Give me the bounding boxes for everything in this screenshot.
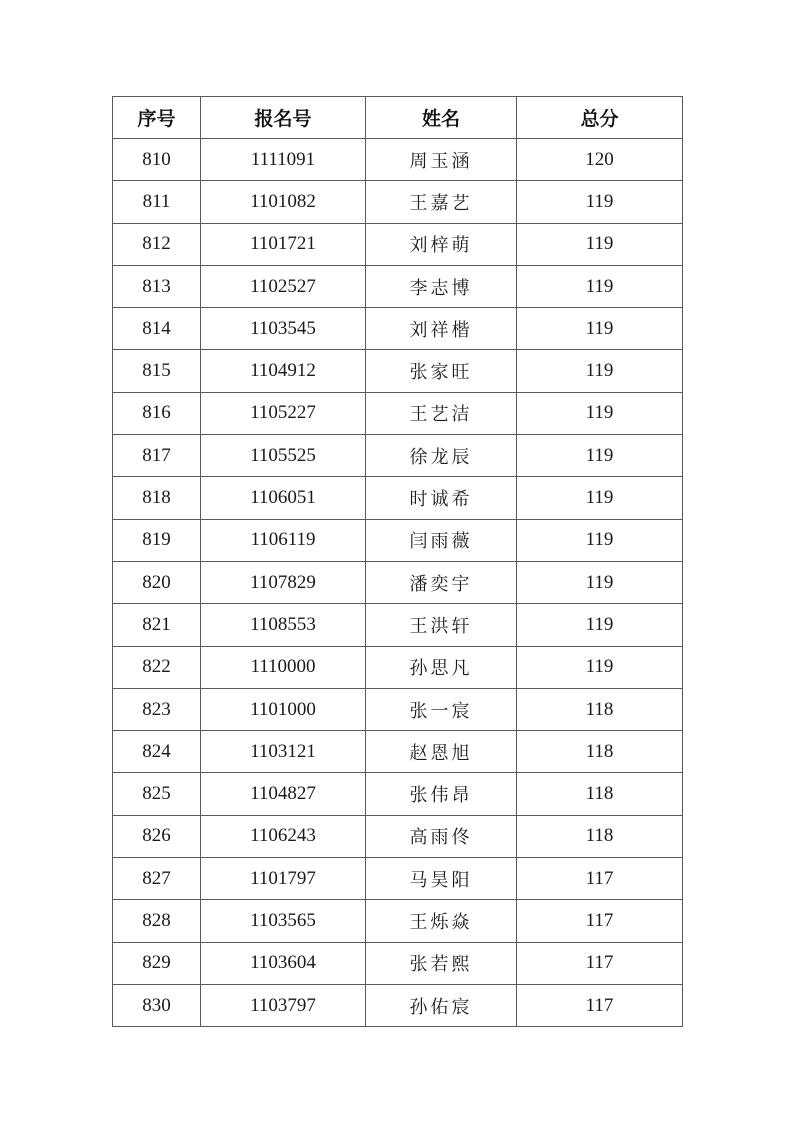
cell-seq: 817 xyxy=(113,435,201,477)
cell-total: 117 xyxy=(517,984,683,1026)
cell-reg-no: 1106243 xyxy=(201,815,366,857)
cell-name: 马昊阳 xyxy=(366,858,517,900)
cell-reg-no: 1106119 xyxy=(201,519,366,561)
cell-seq: 823 xyxy=(113,688,201,730)
cell-total: 119 xyxy=(517,265,683,307)
header-seq: 序号 xyxy=(113,97,201,139)
table-row xyxy=(113,604,683,646)
table-header-row xyxy=(113,97,683,139)
table-row xyxy=(113,858,683,900)
cell-reg-no: 1101721 xyxy=(201,223,366,265)
cell-reg-no: 1103545 xyxy=(201,308,366,350)
table-row xyxy=(113,561,683,603)
cell-total: 118 xyxy=(517,731,683,773)
cell-total: 119 xyxy=(517,561,683,603)
cell-name: 王嘉艺 xyxy=(366,181,517,223)
cell-name: 赵恩旭 xyxy=(366,731,517,773)
header-reg-no: 报名号 xyxy=(201,97,366,139)
cell-name: 刘梓萌 xyxy=(366,223,517,265)
cell-reg-no: 1110000 xyxy=(201,646,366,688)
cell-reg-no: 1111091 xyxy=(201,139,366,181)
score-table xyxy=(112,96,683,1027)
cell-reg-no: 1101082 xyxy=(201,181,366,223)
cell-name: 王洪轩 xyxy=(366,604,517,646)
cell-seq: 821 xyxy=(113,604,201,646)
cell-seq: 829 xyxy=(113,942,201,984)
table-row xyxy=(113,350,683,392)
table-row xyxy=(113,435,683,477)
cell-name: 王艺洁 xyxy=(366,392,517,434)
cell-total: 118 xyxy=(517,773,683,815)
cell-total: 119 xyxy=(517,181,683,223)
header-name: 姓名 xyxy=(366,97,517,139)
cell-seq: 819 xyxy=(113,519,201,561)
table-row xyxy=(113,139,683,181)
cell-reg-no: 1102527 xyxy=(201,265,366,307)
cell-name: 张伟昂 xyxy=(366,773,517,815)
table-body xyxy=(113,139,683,1027)
cell-total: 117 xyxy=(517,942,683,984)
table-row xyxy=(113,984,683,1026)
cell-name: 徐龙辰 xyxy=(366,435,517,477)
cell-name: 孙佑宸 xyxy=(366,984,517,1026)
cell-seq: 830 xyxy=(113,984,201,1026)
cell-reg-no: 1103604 xyxy=(201,942,366,984)
cell-name: 王烁焱 xyxy=(366,900,517,942)
cell-reg-no: 1107829 xyxy=(201,561,366,603)
cell-total: 119 xyxy=(517,392,683,434)
table-row xyxy=(113,942,683,984)
table-row xyxy=(113,392,683,434)
cell-reg-no: 1104912 xyxy=(201,350,366,392)
cell-seq: 811 xyxy=(113,181,201,223)
cell-name: 刘祥楷 xyxy=(366,308,517,350)
table-row xyxy=(113,265,683,307)
table-row xyxy=(113,688,683,730)
cell-seq: 810 xyxy=(113,139,201,181)
cell-total: 119 xyxy=(517,435,683,477)
header-total: 总分 xyxy=(517,97,683,139)
table-row xyxy=(113,519,683,561)
cell-seq: 824 xyxy=(113,731,201,773)
cell-name: 闫雨薇 xyxy=(366,519,517,561)
table-row xyxy=(113,773,683,815)
cell-seq: 826 xyxy=(113,815,201,857)
cell-reg-no: 1105227 xyxy=(201,392,366,434)
cell-seq: 828 xyxy=(113,900,201,942)
cell-seq: 813 xyxy=(113,265,201,307)
cell-name: 孙思凡 xyxy=(366,646,517,688)
cell-reg-no: 1103121 xyxy=(201,731,366,773)
cell-seq: 816 xyxy=(113,392,201,434)
cell-total: 120 xyxy=(517,139,683,181)
cell-reg-no: 1108553 xyxy=(201,604,366,646)
table-row xyxy=(113,900,683,942)
table-row xyxy=(113,646,683,688)
cell-total: 118 xyxy=(517,815,683,857)
table-row xyxy=(113,223,683,265)
cell-seq: 825 xyxy=(113,773,201,815)
cell-seq: 822 xyxy=(113,646,201,688)
cell-seq: 827 xyxy=(113,858,201,900)
cell-seq: 812 xyxy=(113,223,201,265)
cell-reg-no: 1101797 xyxy=(201,858,366,900)
cell-name: 张家旺 xyxy=(366,350,517,392)
table-row xyxy=(113,308,683,350)
cell-reg-no: 1101000 xyxy=(201,688,366,730)
table-row xyxy=(113,181,683,223)
table-row xyxy=(113,477,683,519)
cell-total: 119 xyxy=(517,477,683,519)
cell-total: 119 xyxy=(517,223,683,265)
cell-total: 117 xyxy=(517,858,683,900)
cell-name: 张一宸 xyxy=(366,688,517,730)
cell-reg-no: 1103565 xyxy=(201,900,366,942)
table-row xyxy=(113,815,683,857)
cell-name: 时诚希 xyxy=(366,477,517,519)
cell-total: 119 xyxy=(517,646,683,688)
cell-total: 119 xyxy=(517,519,683,561)
cell-seq: 814 xyxy=(113,308,201,350)
cell-total: 119 xyxy=(517,308,683,350)
cell-reg-no: 1105525 xyxy=(201,435,366,477)
cell-total: 119 xyxy=(517,604,683,646)
cell-name: 周玉涵 xyxy=(366,139,517,181)
cell-total: 118 xyxy=(517,688,683,730)
cell-total: 117 xyxy=(517,900,683,942)
cell-name: 张若熙 xyxy=(366,942,517,984)
cell-reg-no: 1104827 xyxy=(201,773,366,815)
cell-reg-no: 1103797 xyxy=(201,984,366,1026)
cell-seq: 815 xyxy=(113,350,201,392)
cell-name: 潘奕宇 xyxy=(366,561,517,603)
cell-seq: 818 xyxy=(113,477,201,519)
cell-reg-no: 1106051 xyxy=(201,477,366,519)
cell-name: 高雨佟 xyxy=(366,815,517,857)
cell-total: 119 xyxy=(517,350,683,392)
table-row xyxy=(113,731,683,773)
cell-seq: 820 xyxy=(113,561,201,603)
cell-name: 李志博 xyxy=(366,265,517,307)
